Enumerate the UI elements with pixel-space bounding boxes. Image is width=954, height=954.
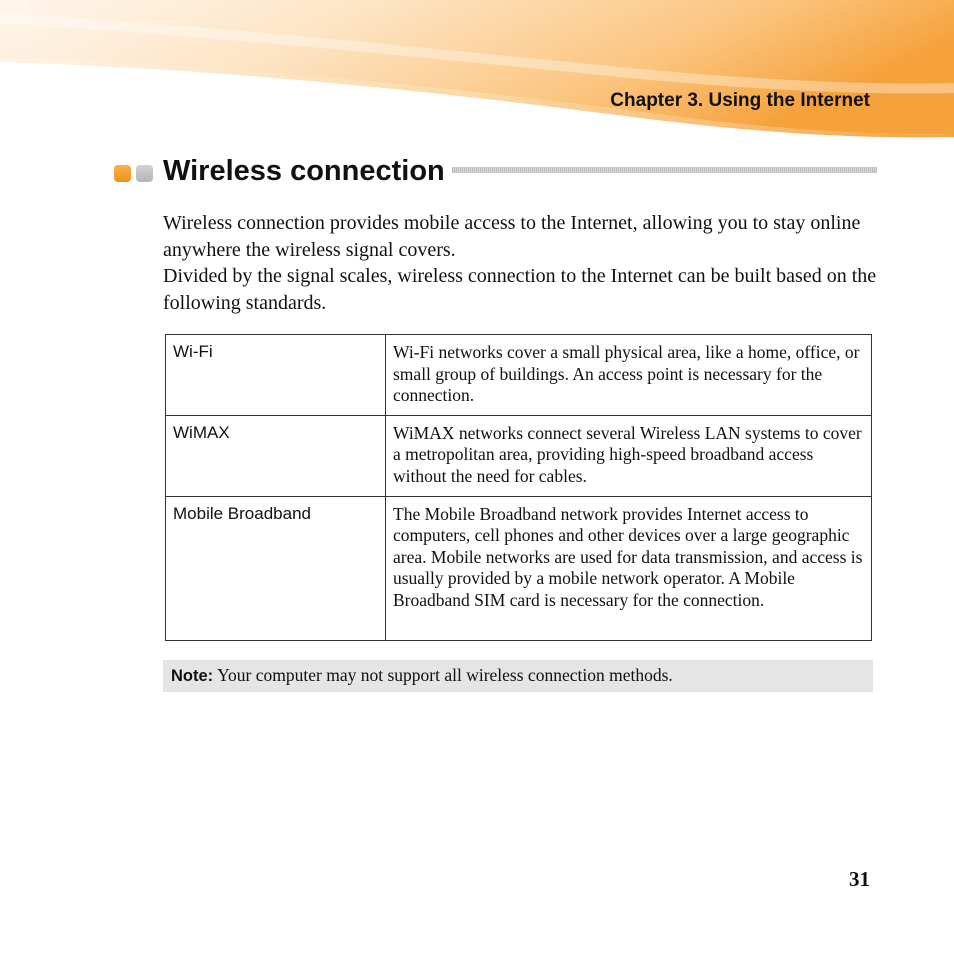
- table-row: [166, 415, 872, 496]
- standard-name-cell: [166, 496, 386, 640]
- note-line: [171, 665, 673, 686]
- standard-name: Mobile Broadband: [173, 503, 311, 523]
- page-number: 31: [849, 867, 870, 891]
- note-box: [163, 660, 873, 692]
- intro-text: [163, 210, 883, 316]
- heading-rule: [452, 167, 877, 173]
- section-title: Wireless connection: [163, 155, 445, 187]
- standard-description-cell: [386, 335, 872, 416]
- orange-square-icon: [114, 165, 131, 182]
- standard-name-cell: [166, 335, 386, 416]
- standard-description-cell: [386, 415, 872, 496]
- standard-description: Wi-Fi networks cover a small physical area, like a home, office, or small group of buildings. An access point is necessary for the connection.: [393, 342, 860, 406]
- gray-square-icon: [136, 165, 153, 182]
- table-row: [166, 335, 872, 416]
- table-row: [166, 496, 872, 640]
- standards-table: [165, 334, 872, 641]
- chapter-title: Chapter 3. Using the Internet: [610, 90, 870, 111]
- standard-name: Wi-Fi: [173, 342, 213, 361]
- standard-name: WiMAX: [173, 422, 230, 442]
- intro-paragraph: Wireless connection provides mobile access to the Internet, allowing you to stay online anywhere the wireless signal covers.: [163, 212, 861, 261]
- standard-description-cell: [386, 496, 872, 640]
- header-swoosh: [0, 0, 954, 140]
- standard-description: The Mobile Broadband network provides Internet access to computers, cell phones and other devices over a large geographic area. Mobile networks are used for data transmission, and access is usually provided by a mobile network operator. A Mobile Broadband SIM card is necessary for the connection.: [393, 503, 863, 610]
- note-label: Note:: [171, 667, 214, 685]
- intro-paragraph: Divided by the signal scales, wireless connection to the Internet can be built based on the following standards.: [163, 265, 877, 314]
- section-heading: [114, 154, 878, 192]
- standard-name-cell: [166, 415, 386, 496]
- note-text: Your computer may not support all wireless connection methods.: [217, 665, 673, 685]
- standard-description: WiMAX networks connect several Wireless LAN systems to cover a metropolitan area, providing high-speed broadband access without the need for cables.: [393, 422, 862, 486]
- heading-bullets: [114, 165, 154, 183]
